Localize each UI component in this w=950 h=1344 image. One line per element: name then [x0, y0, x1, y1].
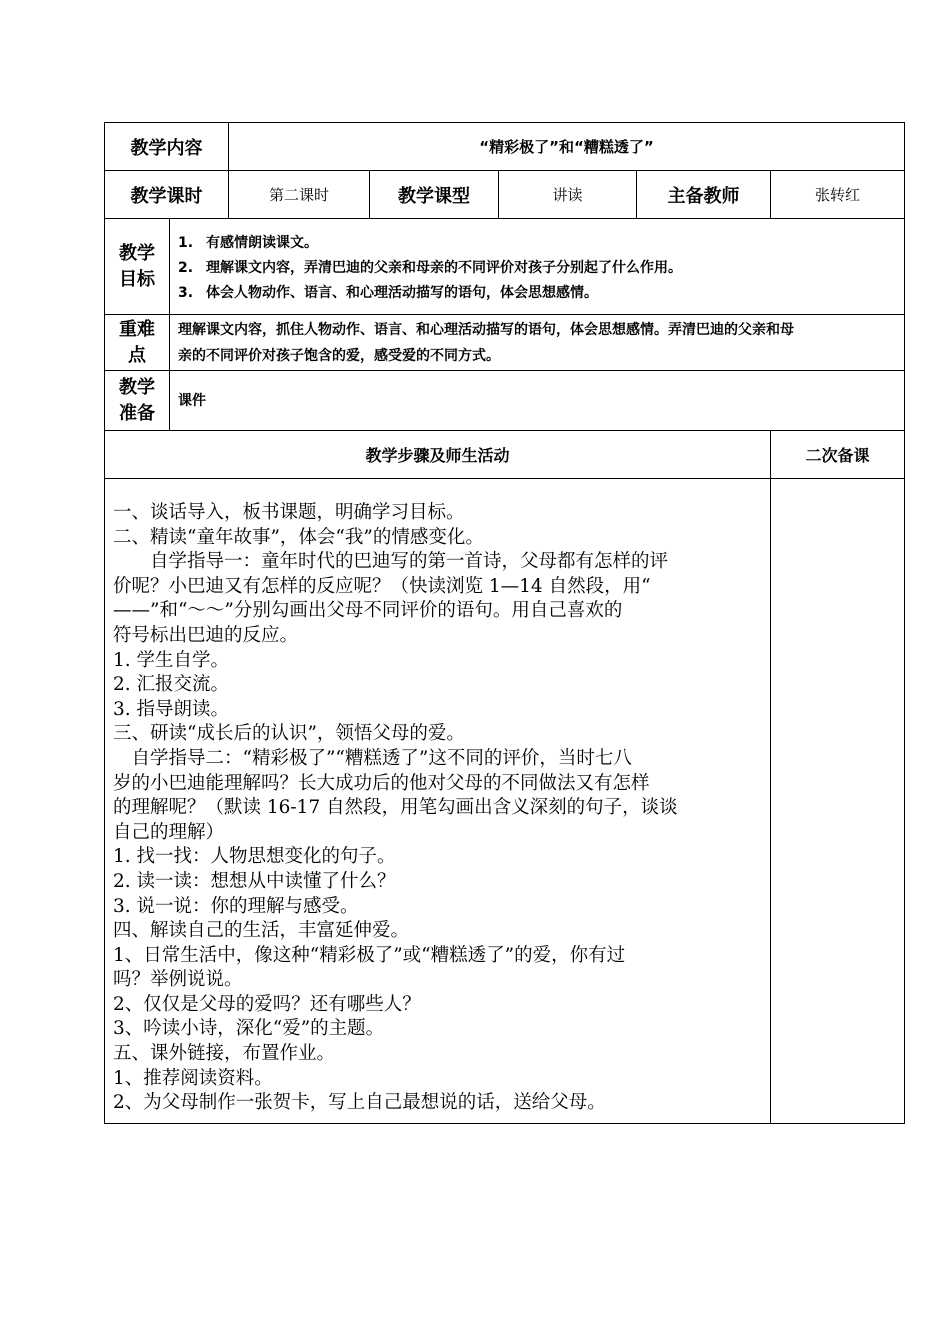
step-line: 1. 找一找：人物思想变化的句子。 — [113, 846, 396, 868]
step-line: 自己的理解） — [113, 821, 225, 843]
step-line: 的理解呢？（默读 16-17 自然段，用笔勾画出含义深刻的句子，谈谈 — [113, 797, 678, 819]
steps-header: 教学步骤及师生活动 — [105, 431, 771, 479]
second-prep-header: 二次备课 — [771, 431, 905, 479]
step-line: 3. 指导朗读。 — [113, 698, 230, 720]
step-line: 吗？举例说说。 — [113, 969, 243, 991]
hours-label: 教学课时 — [105, 171, 229, 219]
goals-list — [170, 219, 905, 315]
lesson-title: “精彩极了”和“糟糕透了” — [229, 123, 905, 171]
goal-item: 2. 理解课文内容，弄清巴迪的父亲和母亲的不同评价对孩子分别起了什么作用。 — [178, 260, 682, 276]
hours-value: 第二课时 — [229, 171, 370, 219]
teacher-label: 主备教师 — [637, 171, 771, 219]
steps-body — [105, 479, 771, 1124]
step-line: 1. 学生自学。 — [113, 649, 230, 671]
lesson-plan-table — [104, 122, 905, 1124]
step-line: 三、研读“成长后的认识”，领悟父母的爱。 — [113, 723, 465, 745]
step-line: 1、推荐阅读资料。 — [113, 1067, 273, 1089]
step-line: ——”和“～～”分别勾画出父母不同评价的语句。用自己喜欢的 — [113, 600, 623, 622]
step-line: 自学指导一：童年时代的巴迪写的第一首诗，父母都有怎样的评 — [113, 551, 669, 573]
step-line: 2、仅仅是父母的爱吗？还有哪些人？ — [113, 993, 421, 1015]
step-line: 1、日常生活中，像这种“精彩极了”或“糟糕透了”的爱，你有过 — [113, 944, 626, 966]
second-prep-body — [771, 479, 905, 1124]
difficulty-label: 重难 点 — [105, 315, 170, 371]
step-line: 2. 读一读：想想从中读懂了什么？ — [113, 870, 396, 892]
step-line: 四、解读自己的生活，丰富延伸爱。 — [113, 920, 410, 942]
step-line: 岁的小巴迪能理解吗？长大成功后的他对父母的不同做法又有怎样 — [113, 772, 650, 794]
step-line: 3. 说一说：你的理解与感受。 — [113, 895, 359, 917]
step-line: 3、吟读小诗，深化“爱”的主题。 — [113, 1018, 385, 1040]
step-line: 自学指导二：“精彩极了”“糟糕透了”这不同的评价，当时七八 — [113, 747, 632, 769]
goal-item: 3. 体会人物动作、语言、和心理活动描写的语句，体会思想感情。 — [178, 285, 598, 301]
teacher-value: 张转红 — [771, 171, 905, 219]
step-line: 二、精读“童年故事”，体会“我”的情感变化。 — [113, 526, 484, 548]
step-line: 2. 汇报交流。 — [113, 674, 230, 696]
step-line: 2、为父母制作一张贺卡，写上自己最想说的话，送给父母。 — [113, 1092, 606, 1114]
step-line: 五、课外链接，布置作业。 — [113, 1043, 336, 1065]
prep-value: 课件 — [170, 371, 905, 431]
content-label: 教学内容 — [105, 123, 229, 171]
type-label: 教学课型 — [370, 171, 499, 219]
step-line: 符号标出巴迪的反应。 — [113, 624, 299, 646]
goal-item: 1. 有感情朗读课文。 — [178, 235, 318, 251]
prep-label: 教学 准备 — [105, 371, 170, 431]
step-line: 一、谈话导入，板书课题，明确学习目标。 — [113, 502, 465, 523]
difficulty-text: 理解课文内容，抓住人物动作、语言、和心理活动描写的语句，体会思想感情。弄清巴迪的父亲和母 亲的不同评价对孩子饱含的爱，感受爱的不同方式。 — [170, 315, 905, 371]
type-value: 讲读 — [499, 171, 637, 219]
goals-label: 教学 目标 — [105, 219, 170, 315]
step-line: 价呢？小巴迪又有怎样的反应呢？（快读浏览 1—14 自然段，用“ — [113, 575, 651, 597]
